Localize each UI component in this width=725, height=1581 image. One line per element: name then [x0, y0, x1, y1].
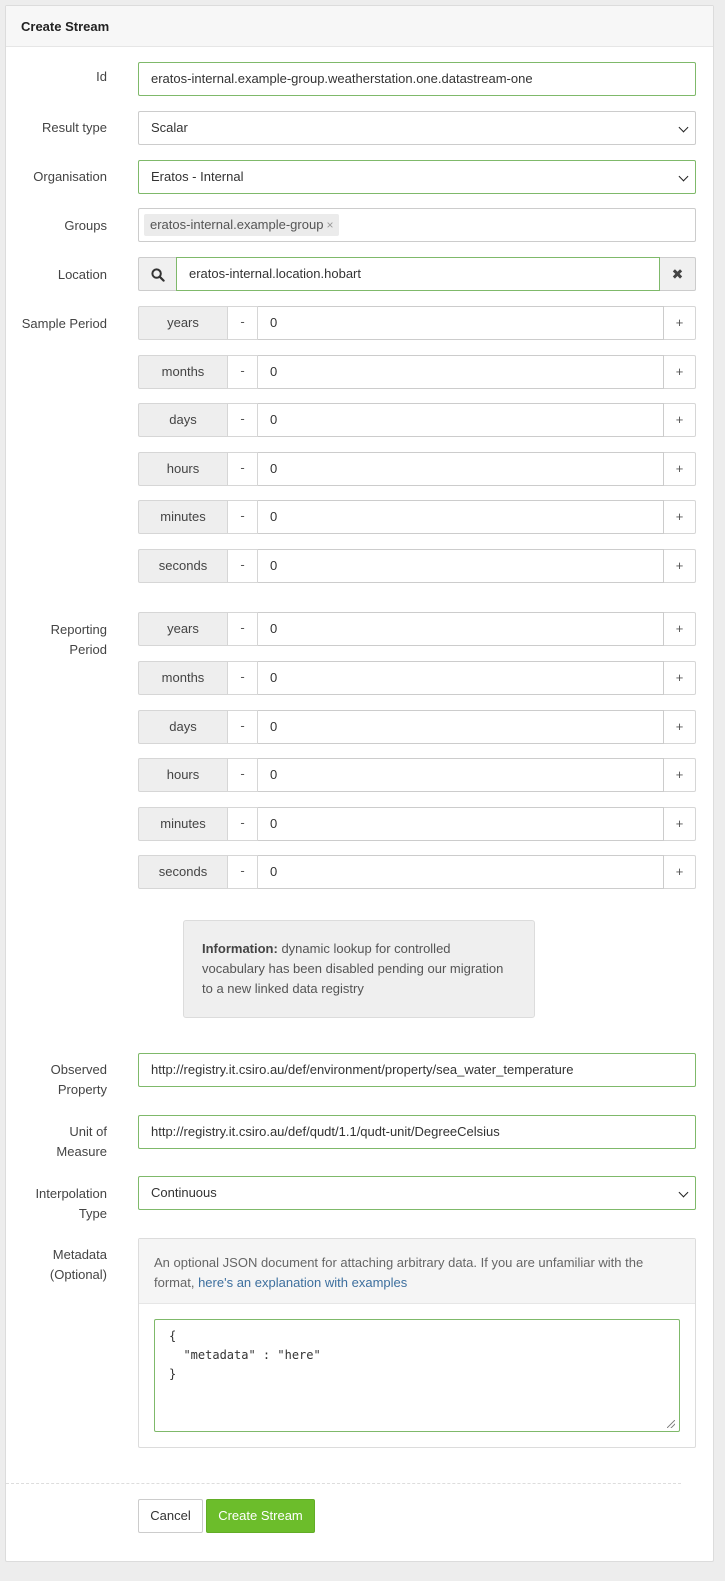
unit-of-measure-label: [56, 1122, 107, 1162]
location-search-button[interactable]: [138, 257, 176, 291]
reporting-period-label-line2: Period: [69, 642, 107, 657]
metadata-label-line2: (Optional): [49, 1267, 107, 1282]
increment-button[interactable]: +: [664, 612, 696, 646]
metadata-textarea[interactable]: { "metadata" : "here" }: [154, 1319, 680, 1432]
increment-button[interactable]: +: [664, 500, 696, 534]
increment-button[interactable]: +: [664, 758, 696, 792]
decrement-button[interactable]: -: [228, 855, 258, 889]
interpolation-type-select[interactable]: [138, 1176, 696, 1210]
duration-unit-label: hours: [138, 758, 228, 792]
observed-property-label-line2: Property: [57, 1082, 107, 1097]
result-type-value: Scalar: [151, 120, 188, 135]
metadata-editor: [138, 1238, 696, 1448]
increment-button[interactable]: +: [664, 549, 696, 583]
sample-period-days: [138, 403, 696, 437]
reporting-period-label-line1: Reporting: [50, 622, 107, 637]
sample-period-minutes: [138, 500, 696, 534]
reporting-period-label: [51, 620, 107, 660]
decrement-button[interactable]: -: [228, 758, 258, 792]
increment-button[interactable]: +: [664, 855, 696, 889]
panel-title: Create Stream: [6, 6, 713, 47]
sample-period-years: [138, 306, 696, 340]
increment-button[interactable]: +: [664, 403, 696, 437]
resize-grip-icon[interactable]: [667, 1420, 675, 1428]
create-stream-panel: [5, 5, 714, 1562]
duration-input[interactable]: 0: [258, 710, 664, 744]
result-type-label: Result type: [41, 120, 107, 135]
remove-tag-icon[interactable]: ×: [326, 218, 334, 232]
reporting-period-hours: [138, 758, 696, 792]
duration-input[interactable]: 0: [258, 306, 664, 340]
duration-input[interactable]: 0: [258, 855, 664, 889]
group-tag: [144, 214, 339, 236]
interpolation-type-label-line1: Interpolation: [35, 1186, 107, 1201]
unit-of-measure-label-line2: Measure: [56, 1144, 107, 1159]
result-type-select[interactable]: [138, 111, 696, 145]
metadata-label-line1: Metadata: [52, 1247, 107, 1262]
organisation-select[interactable]: [138, 160, 696, 194]
sample-period-label: Sample Period: [21, 316, 107, 331]
decrement-button[interactable]: -: [228, 710, 258, 744]
decrement-button[interactable]: -: [228, 500, 258, 534]
sample-period-hours: [138, 452, 696, 486]
interpolation-type-value: Continuous: [151, 1185, 217, 1200]
duration-input[interactable]: 0: [258, 355, 664, 389]
decrement-button[interactable]: -: [228, 807, 258, 841]
id-input[interactable]: eratos-internal.example-group.weatherstation.one.datastream-one: [138, 62, 696, 96]
information-title: Information:: [202, 941, 278, 956]
unit-of-measure-label-line1: Unit of: [69, 1124, 107, 1139]
increment-button[interactable]: +: [664, 661, 696, 695]
duration-unit-label: seconds: [138, 855, 228, 889]
duration-input[interactable]: 0: [258, 403, 664, 437]
location-label: Location: [57, 267, 107, 282]
reporting-period-minutes: [138, 807, 696, 841]
decrement-button[interactable]: -: [228, 452, 258, 486]
information-notice: [183, 920, 535, 1018]
organisation-value: Eratos - Internal: [151, 169, 244, 184]
decrement-button[interactable]: -: [228, 661, 258, 695]
duration-input[interactable]: 0: [258, 807, 664, 841]
reporting-period-years: [138, 612, 696, 646]
duration-input[interactable]: 0: [258, 452, 664, 486]
duration-unit-label: minutes: [138, 807, 228, 841]
location-input[interactable]: eratos-internal.location.hobart: [176, 257, 660, 291]
duration-input[interactable]: 0: [258, 758, 664, 792]
decrement-button[interactable]: -: [228, 355, 258, 389]
cancel-button[interactable]: Cancel: [138, 1499, 203, 1533]
observed-property-label-line1: Observed: [50, 1062, 107, 1077]
reporting-period-seconds: [138, 855, 696, 889]
duration-unit-label: years: [138, 612, 228, 646]
observed-property-label: [51, 1060, 107, 1100]
organisation-label: Organisation: [33, 169, 107, 184]
duration-input[interactable]: 0: [258, 612, 664, 646]
observed-property-input[interactable]: http://registry.it.csiro.au/def/environment/property/sea_water_temperature: [138, 1053, 696, 1087]
form-divider: [6, 1483, 681, 1484]
duration-input[interactable]: 0: [258, 661, 664, 695]
duration-unit-label: minutes: [138, 500, 228, 534]
sample-period-months: [138, 355, 696, 389]
duration-unit-label: months: [138, 355, 228, 389]
increment-button[interactable]: +: [664, 807, 696, 841]
unit-of-measure-input[interactable]: http://registry.it.csiro.au/def/qudt/1.1/qudt-unit/DegreeCelsius: [138, 1115, 696, 1149]
duration-unit-label: months: [138, 661, 228, 695]
groups-input[interactable]: [138, 208, 696, 242]
reporting-period-days: [138, 710, 696, 744]
group-tag-label: eratos-internal.example-group: [150, 217, 324, 232]
metadata-label: [50, 1245, 107, 1285]
duration-input[interactable]: 0: [258, 500, 664, 534]
decrement-button[interactable]: -: [228, 403, 258, 437]
increment-button[interactable]: +: [664, 355, 696, 389]
increment-button[interactable]: +: [664, 306, 696, 340]
increment-button[interactable]: +: [664, 452, 696, 486]
interpolation-type-label-line2: Type: [78, 1206, 107, 1221]
metadata-help-link[interactable]: here's an explanation with examples: [198, 1275, 408, 1290]
create-stream-button[interactable]: Create Stream: [206, 1499, 315, 1533]
sample-period-seconds: [138, 549, 696, 583]
decrement-button[interactable]: -: [228, 549, 258, 583]
decrement-button[interactable]: -: [228, 612, 258, 646]
duration-input[interactable]: 0: [258, 549, 664, 583]
duration-unit-label: days: [138, 403, 228, 437]
id-label: Id: [96, 69, 107, 84]
metadata-help-text: An optional JSON document for attaching arbitrary data. If you are unfamiliar with the format,: [154, 1255, 644, 1290]
reporting-period-months: [138, 661, 696, 695]
decrement-button[interactable]: -: [228, 306, 258, 340]
increment-button[interactable]: +: [664, 710, 696, 744]
duration-unit-label: hours: [138, 452, 228, 486]
duration-unit-label: years: [138, 306, 228, 340]
search-icon: [151, 268, 165, 282]
interpolation-type-label: [35, 1184, 107, 1224]
duration-unit-label: days: [138, 710, 228, 744]
metadata-help: [139, 1239, 695, 1304]
duration-unit-label: seconds: [138, 549, 228, 583]
clear-location-icon[interactable]: ✖: [660, 257, 696, 291]
information-text: dynamic lookup for controlled vocabulary has been disabled pending our migration to a new linked data registry: [202, 941, 504, 996]
groups-label: Groups: [64, 218, 107, 233]
